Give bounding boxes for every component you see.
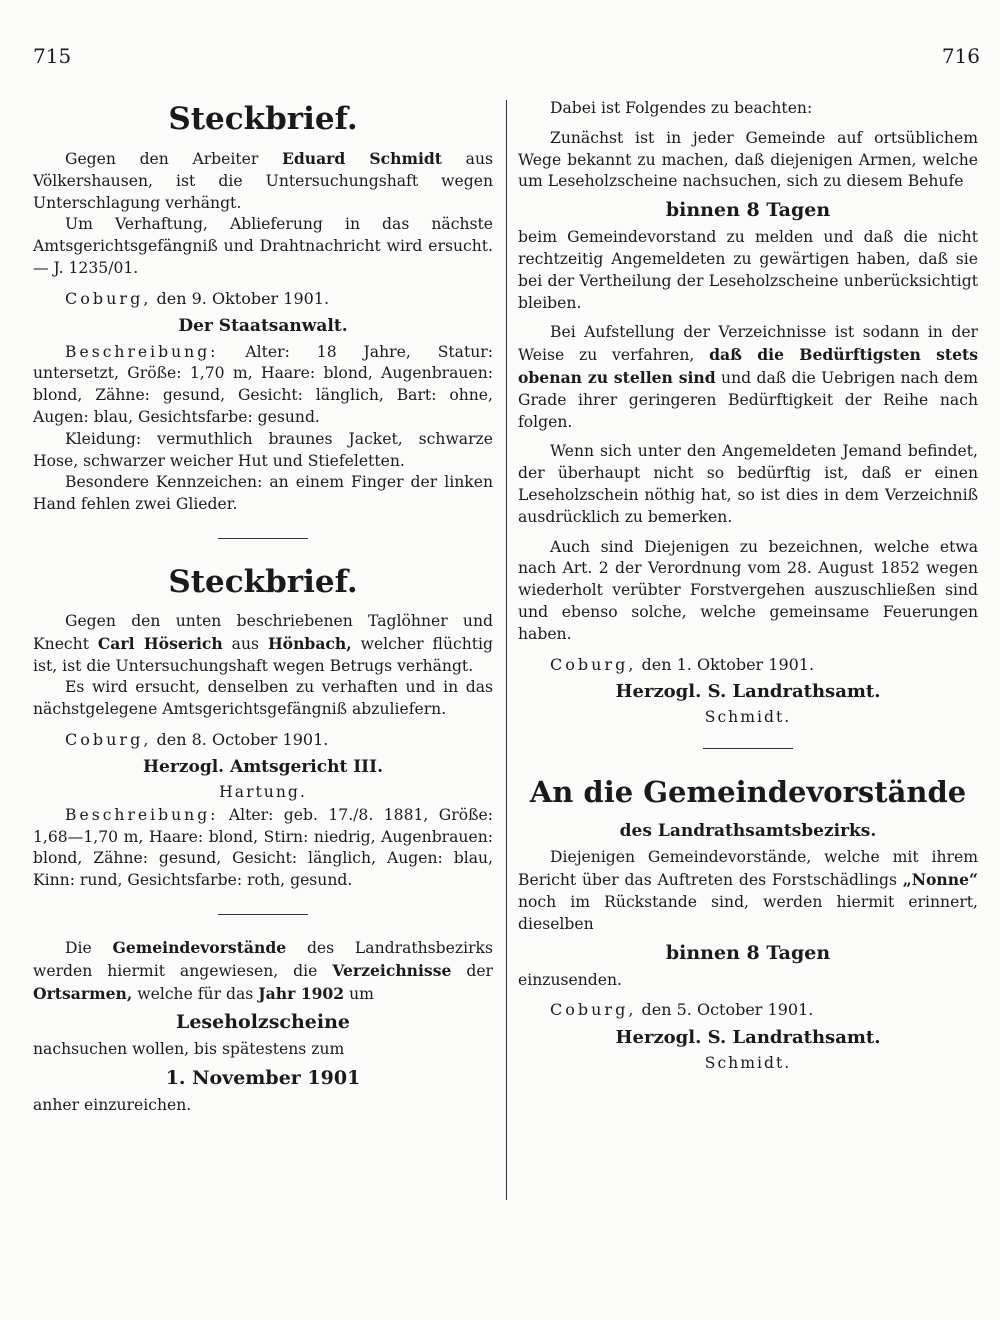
- intro-line: Dabei ist Folgendes zu beachten:: [550, 99, 813, 117]
- notice-paragraph: Die Gemeindevorstände des Landrathsbezirks werden hiermit angewiesen, die Verzeichnisse der Ortsarmen, welche für das Jahr 1902 um: [33, 937, 494, 1003]
- authority-signature: Herzogl. S. Landrathsamt.: [615, 1027, 881, 1049]
- notice-subtitle: des Landrathsamtsbezirks.: [619, 821, 877, 842]
- notice-heading: Leseholzscheine: [175, 1011, 350, 1034]
- column-divider: [506, 100, 507, 1200]
- notice-paragraph: Bei Aufstellung der Verzeichnisse ist sodann in der Weise zu verfahren, daß die Bedürftigsten stets obenan zu stellen sind und daß die Uebrigen nach dem Grade ihrer geringeren Bedürftigkeit der Reihe nach folgen.: [518, 323, 978, 431]
- notice-paragraph: Gegen den Arbeiter Eduard Schmidt aus Völkershausen, ist die Untersuchungshaft wegen Unterschlagung verhängt.: [33, 149, 493, 212]
- section-divider: [218, 914, 308, 915]
- deadline-text: 1. November 1901: [165, 1067, 361, 1090]
- right-column: [518, 98, 978, 1076]
- pest-name: „Nonne“: [902, 870, 978, 890]
- notice-paragraph: Um Verhaftung, Ablieferung in das nächste Amtsgerichtsgefängniß und Drahtnachricht wird ersucht. — J. 1235/01.: [33, 215, 493, 277]
- authority-signature: Herzogl. Amtsgericht III.: [143, 756, 383, 777]
- notice-paragraph: Wenn sich unter den Angemeldeten Jemand befindet, der überhaupt nicht so bedürftig ist, daß er einen Leseholzschein nöthig hat, so ist dies in dem Verzeichniß ausdrücklich zu bemerken.: [518, 442, 978, 526]
- date-line: Coburg, den 8. October 1901.: [65, 729, 329, 749]
- date-line: Coburg, den 1. Oktober 1901.: [550, 654, 815, 674]
- date-line: Coburg, den 5. October 1901.: [550, 1000, 814, 1020]
- notice-paragraph: Gegen den unten beschriebenen Taglöhner und Knecht Carl Höserich aus Hönbach, welcher flüchtig ist, ist die Untersuchungshaft wegen Betrugs verhängt.: [33, 611, 494, 675]
- page-number-right: 716: [941, 44, 980, 68]
- notice-paragraph: Zunächst ist in jeder Gemeinde auf ortsüblichem Wege bekannt zu machen, daß diejenigen Armen, welche um Leseholzscheine nachsuchen, sich zu diesem Behufe: [518, 128, 978, 191]
- page-number-left: 715: [33, 44, 72, 68]
- notice-paragraph: Es wird ersucht, denselben zu verhaften und in das nächstgelegene Amtsgerichtsgefängniß abzuliefern.: [33, 678, 493, 719]
- signer-name: Schmidt.: [704, 708, 792, 727]
- signer-name: Schmidt.: [704, 1054, 792, 1073]
- notice-paragraph: Auch sind Diejenigen zu bezeichnen, welche etwa nach Art. 2 der Verordnung vom 28. August 1852 wegen wiederholt verübter Forstvergehen auszuschließen sind und ebenso solche, welche gemeinsame Feuerungen haben.: [518, 537, 978, 643]
- notice-title: Steckbrief.: [168, 101, 358, 137]
- notice-line: anher einzureichen.: [33, 1096, 192, 1115]
- deadline-text: binnen 8 Tagen: [665, 199, 831, 222]
- authority-signature: Herzogl. S. Landrathsamt.: [615, 681, 881, 703]
- wanted-person-name: Eduard Schmidt: [281, 149, 443, 168]
- notice-paragraph: beim Gemeindevorstand zu melden und daß die nicht rechtzeitig Angemeldeten zu gewärtigen haben, daß sie bei der Vertheilung der Leseholzscheine unberücksichtigt bleiben.: [518, 228, 978, 312]
- notice-paragraph: Diejenigen Gemeindevorstände, welche mit ihrem Bericht über das Auftreten des Forstschädlings „Nonne“ noch im Rückstande sind, werden hiermit erinnert, dieselben: [518, 848, 978, 933]
- date-line: Coburg, den 9. Oktober 1901.: [65, 288, 330, 308]
- notice-title: An die Gemeindevorstände: [529, 775, 967, 810]
- notice-line: nachsuchen wollen, bis spätestens zum: [33, 1040, 345, 1059]
- place-name: Hönbach,: [267, 633, 352, 653]
- section-divider: [703, 748, 793, 749]
- description-paragraph: Beschreibung: Alter: geb. 17./8. 1881, Größe: 1,68—1,70 m, Haare: blond, Stirn: niedrig, Augenbrauen: blond, Zähne: gesund, Gesicht: länglich, Augen: blau, Kinn: rund, Gesichtsfarbe: roth, gesund.: [33, 805, 493, 890]
- signer-name: Hartung.: [219, 782, 307, 801]
- clothing-paragraph: Kleidung: vermuthlich braunes Jacket, schwarze Hose, schwarzer weicher Hut und Stiefeletten.: [33, 429, 493, 470]
- description-paragraph: Beschreibung: Alter: 18 Jahre, Statur: untersetzt, Größe: 1,70 m, Haare: blond, Augenbrauen: blond, Zähne: gesund, Gesicht: länglich, Bart: ohne, Augen: blau, Gesichtsfarbe: gesund.: [33, 342, 493, 426]
- left-column: [33, 98, 493, 1117]
- wanted-person-name: Carl Höserich: [97, 633, 223, 653]
- emphasis-text: daß die Bedürftigsten stets obenan zu stellen sind: [518, 345, 978, 387]
- authority-signature: Der Staatsanwalt.: [178, 315, 348, 336]
- section-divider: [218, 538, 308, 539]
- notice-title: Steckbrief.: [168, 563, 358, 600]
- deadline-text: binnen 8 Tagen: [665, 941, 831, 964]
- notice-line: einzusenden.: [518, 970, 623, 989]
- marks-paragraph: Besondere Kennzeichen: an einem Finger der linken Hand fehlen zwei Glieder.: [33, 473, 493, 514]
